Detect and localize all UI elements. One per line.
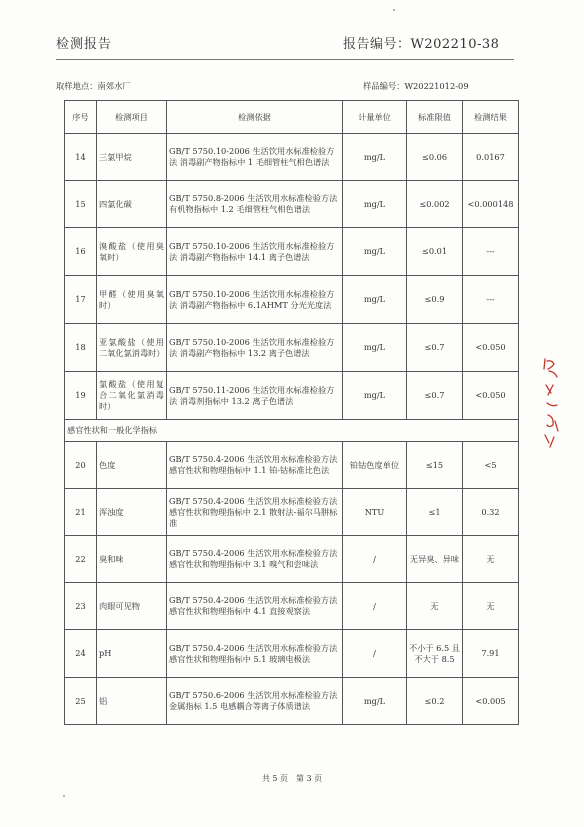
- standard-limit: ≤0.01: [407, 228, 463, 276]
- table-row: [65, 228, 519, 276]
- test-result: <5: [463, 442, 519, 489]
- row-number: 19: [65, 372, 97, 420]
- row-number: 22: [65, 536, 97, 583]
- table-row: [65, 372, 519, 420]
- row-number: 21: [65, 489, 97, 536]
- standard-limit: 无: [407, 583, 463, 630]
- report-number: 报告编号：W202210-38: [343, 37, 500, 52]
- standard-limit: ≤0.9: [407, 276, 463, 324]
- col-header-result: 检测结果: [463, 101, 519, 134]
- standard-limit: ≤0.2: [407, 678, 463, 725]
- test-basis: GB/T 5750.4-2006 生活饮用水标准检验方法 感官性状和物理指标中 5.1 玻璃电极法: [167, 630, 343, 678]
- test-result: 0.0167: [463, 134, 519, 181]
- test-item: 甲醛（使用臭氧时）: [97, 276, 167, 324]
- standard-limit: ≤0.06: [407, 134, 463, 181]
- unit: mg/L: [343, 372, 407, 420]
- test-item: 氯酸盐（使用复合二氧化氯消毒时）: [97, 372, 167, 420]
- test-basis: GB/T 5750.10-2006 生活饮用水标准检验方法 消毒副产物指标中 13.2 离子色谱法: [167, 324, 343, 372]
- test-result: ---: [463, 228, 519, 276]
- test-item: 色度: [97, 442, 167, 489]
- section-title: 感官性状和一般化学指标: [65, 420, 519, 442]
- col-header-no: 序号: [65, 101, 97, 134]
- standard-limit: ≤0.7: [407, 372, 463, 420]
- test-result: 无: [463, 536, 519, 583]
- table-row: [65, 276, 519, 324]
- standard-limit: ≤0.7: [407, 324, 463, 372]
- test-item: 肉眼可见物: [97, 583, 167, 630]
- table-row: [65, 489, 519, 536]
- header-rule: [56, 59, 514, 60]
- row-number: 15: [65, 181, 97, 228]
- scan-speck: [393, 9, 395, 11]
- col-header-item: 检测项目: [97, 101, 167, 134]
- test-basis: GB/T 5750.4-2006 生活饮用水标准检验方法 感官性状和物理指标中 1.1 铂-钴标准比色法: [167, 442, 343, 489]
- test-basis: GB/T 5750.10-2006 生活饮用水标准检验方法 消毒副产物指标中 14.1 离子色谱法: [167, 228, 343, 276]
- test-result: 无: [463, 583, 519, 630]
- col-header-limit: 标准限值: [407, 101, 463, 134]
- standard-limit: ≤0.002: [407, 181, 463, 228]
- table-row: [65, 324, 519, 372]
- test-item: 四氯化碳: [97, 181, 167, 228]
- test-item: 臭和味: [97, 536, 167, 583]
- table-row: [65, 583, 519, 630]
- unit: /: [343, 536, 407, 583]
- sampling-location: 取样地点：南郊水厂: [56, 81, 131, 91]
- unit: mg/L: [343, 134, 407, 181]
- table-row: [65, 181, 519, 228]
- test-item: 溴酸盐（使用臭氧时）: [97, 228, 167, 276]
- standard-limit: ≤15: [407, 442, 463, 489]
- test-item: 亚氯酸盐（使用二氧化氯消毒时）: [97, 324, 167, 372]
- test-basis: GB/T 5750.6-2006 生活饮用水标准检验方法 金属指标 1.5 电感耦合等离子体质谱法: [167, 678, 343, 725]
- test-result: 0.32: [463, 489, 519, 536]
- test-result: <0.005: [463, 678, 519, 725]
- unit: mg/L: [343, 228, 407, 276]
- unit: NTU: [343, 489, 407, 536]
- test-basis: GB/T 5750.11-2006 生活饮用水标准检验方法 消毒剂指标中 13.2 离子色谱法: [167, 372, 343, 420]
- standard-limit: ≤1: [407, 489, 463, 536]
- header-title: 检测报告: [56, 37, 113, 52]
- row-number: 24: [65, 630, 97, 678]
- sample-number: 样品编号：W20221012-09: [363, 81, 469, 91]
- page-footer: 共 5 页 第 3 页: [261, 774, 323, 783]
- test-basis: GB/T 5750.4-2006 生活饮用水标准检验方法 感官性状和物理指标中 2.1 散射法-福尔马肼标准: [167, 489, 343, 536]
- standard-limit: 不小于 6.5 且不大于 8.5: [407, 630, 463, 678]
- test-basis: GB/T 5750.10-2006 生活饮用水标准检验方法 消毒副产物指标中 1 毛细管柱气相色谱法: [167, 134, 343, 181]
- test-result: <0.050: [463, 372, 519, 420]
- standard-limit: 无异臭、异味: [407, 536, 463, 583]
- test-item: 铝: [97, 678, 167, 725]
- red-stamp-signature: [539, 355, 565, 455]
- row-number: 14: [65, 134, 97, 181]
- table-row: [65, 442, 519, 489]
- unit: 铂钴色度单位: [343, 442, 407, 489]
- row-number: 17: [65, 276, 97, 324]
- unit: /: [343, 630, 407, 678]
- test-item: 三氯甲烷: [97, 134, 167, 181]
- table-row: [65, 536, 519, 583]
- col-header-basis: 检测依据: [167, 101, 343, 134]
- row-number: 18: [65, 324, 97, 372]
- test-basis: GB/T 5750.4-2006 生活饮用水标准检验方法 感官性状和物理指标中 3.1 嗅气和尝味法: [167, 536, 343, 583]
- test-basis: GB/T 5750.8-2006 生活饮用水标准检验方法 有机物指标中 1.2 毛细管柱气相色谱法: [167, 181, 343, 228]
- test-result: <0.050: [463, 324, 519, 372]
- test-item: pH: [97, 630, 167, 678]
- test-result: <0.000148: [463, 181, 519, 228]
- table-row: [65, 134, 519, 181]
- section-row: [65, 420, 519, 442]
- scan-speck: [63, 795, 65, 797]
- row-number: 20: [65, 442, 97, 489]
- test-basis: GB/T 5750.10-2006 生活饮用水标准检验方法 消毒副产物指标中 6.1AHMT 分光光度法: [167, 276, 343, 324]
- test-result: ---: [463, 276, 519, 324]
- results-table: [64, 100, 519, 725]
- row-number: 16: [65, 228, 97, 276]
- table-row: [65, 630, 519, 678]
- test-item: 浑浊度: [97, 489, 167, 536]
- col-header-unit: 计量单位: [343, 101, 407, 134]
- unit: /: [343, 583, 407, 630]
- row-number: 23: [65, 583, 97, 630]
- unit: mg/L: [343, 324, 407, 372]
- test-result: 7.91: [463, 630, 519, 678]
- unit: mg/L: [343, 678, 407, 725]
- table-header-row: [65, 101, 519, 134]
- table-row: [65, 678, 519, 725]
- unit: mg/L: [343, 181, 407, 228]
- unit: mg/L: [343, 276, 407, 324]
- test-basis: GB/T 5750.4-2006 生活饮用水标准检验方法 感官性状和物理指标中 4.1 直接观察法: [167, 583, 343, 630]
- row-number: 25: [65, 678, 97, 725]
